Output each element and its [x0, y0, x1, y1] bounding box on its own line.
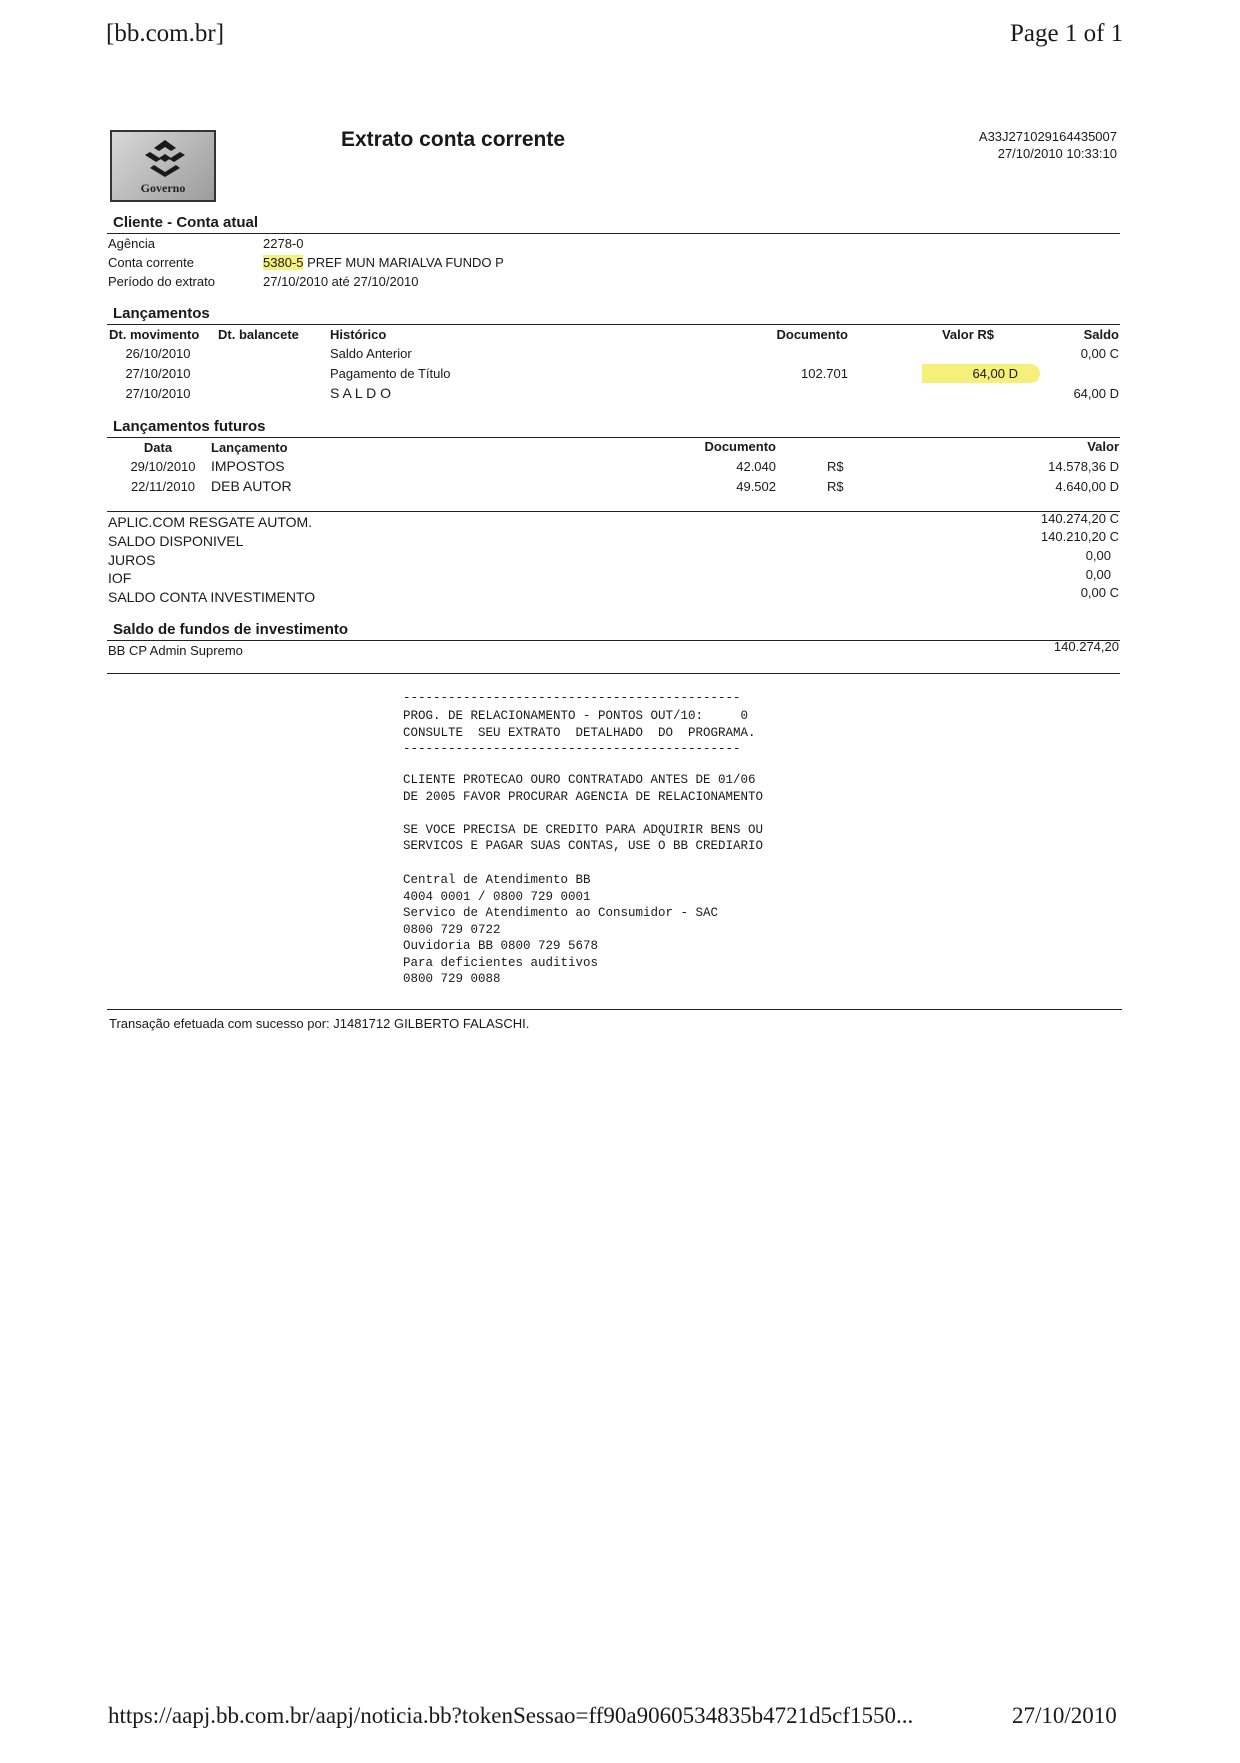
- invest-row-1-label: APLIC.COM RESGATE AUTOM.: [108, 514, 313, 530]
- fundos-section-title: Saldo de fundos de investimento: [113, 621, 349, 638]
- note-block-4-line-3: Servico de Atendimento ao Consumidor - SAC: [403, 906, 719, 920]
- logo-text: Governo: [140, 181, 186, 195]
- futuro-row-1-lancamento: IMPOSTOS: [211, 458, 285, 474]
- invest-row-5-value: 0,00 C: [1080, 585, 1119, 600]
- lanc-row-1-historico: Saldo Anterior: [330, 346, 412, 361]
- note-block-1-line-2: CONSULTE SEU EXTRATO DETALHADO DO PROGRAMA.: [403, 726, 756, 740]
- invest-row-3-label: JUROS: [108, 552, 156, 568]
- transaction-footer: Transação efetuada com sucesso por: J1481712 GILBERTO FALASCHI.: [109, 1016, 530, 1031]
- header-data: Data: [143, 440, 173, 455]
- lanc-row-1-saldo: 0,00 C: [1080, 346, 1119, 361]
- futuro-row-1-moeda: R$: [827, 459, 844, 474]
- invest-row-2-value: 140.210,20 C: [1040, 529, 1119, 544]
- futuro-row-2-documento: 49.502: [736, 479, 776, 494]
- note-block-2-line-2: DE 2005 FAVOR PROCURAR AGENCIA DE RELACIONAMENTO: [403, 790, 764, 804]
- document-timestamp: 27/10/2010 10:33:10: [997, 146, 1117, 161]
- divider: [107, 673, 1120, 674]
- note-block-4-line-1: Central de Atendimento BB: [403, 873, 591, 887]
- divider: [107, 437, 1120, 438]
- conta-name: PREF MUN MARIALVA FUNDO P: [307, 255, 504, 270]
- header-valor: Valor R$: [941, 327, 994, 342]
- divider: [107, 324, 1120, 325]
- invest-row-4-label: IOF: [108, 570, 132, 586]
- bank-logo: [110, 130, 216, 202]
- invest-row-3-value: 0,00: [1085, 548, 1111, 563]
- agencia-value: 2278-0: [263, 236, 304, 251]
- futuro-row-1-data: 29/10/2010: [130, 459, 196, 474]
- note-block-3-line-2: SERVICOS E PAGAR SUAS CONTAS, USE O BB CREDIARIO: [403, 839, 764, 853]
- lanc-row-3-saldo: 64,00 D: [1073, 386, 1119, 401]
- fundo-value: 140.274,20: [1053, 639, 1119, 654]
- lanc-row-1-dt: 26/10/2010: [125, 346, 191, 361]
- futuro-row-2-moeda: R$: [827, 479, 844, 494]
- fundo-name: BB CP Admin Supremo: [108, 643, 243, 658]
- header-dt-movimento: Dt. movimento: [109, 327, 200, 342]
- futuro-row-1-valor: 14.578,36 D: [1048, 459, 1119, 474]
- note-block-4-line-4: 0800 729 0722: [403, 923, 501, 937]
- client-section-title: Cliente - Conta atual: [113, 214, 259, 231]
- note-block-4-line-2: 4004 0001 / 0800 729 0001: [403, 890, 591, 904]
- note-block-4-line-5: Ouvidoria BB 0800 729 5678: [403, 939, 599, 953]
- header-documento: Documento: [776, 327, 848, 342]
- periodo-value: 27/10/2010 até 27/10/2010: [263, 274, 419, 289]
- page-indicator: Page 1 of 1: [1010, 20, 1124, 47]
- site-header: [bb.com.br]: [106, 20, 225, 47]
- note-block-4-line-7: 0800 729 0088: [403, 972, 501, 986]
- header-documento-futuros: Documento: [704, 439, 776, 454]
- document-title: Extrato conta corrente: [341, 128, 566, 151]
- futuro-row-1-documento: 42.040: [736, 459, 776, 474]
- page-url: https://aapj.bb.com.br/aapj/noticia.bb?tokenSessao=ff90a9060534835b4721d5cf1550...: [108, 1703, 914, 1728]
- document-code: A33J271029164435007: [978, 129, 1117, 144]
- lanc-row-2-valor: 64,00 D: [922, 364, 1040, 383]
- invest-row-1-value: 140.274,20 C: [1040, 511, 1119, 526]
- lancamentos-section-title: Lançamentos: [113, 305, 210, 322]
- futuro-row-2-data: 22/11/2010: [130, 479, 196, 494]
- note-block-4-line-6: Para deficientes auditivos: [403, 956, 599, 970]
- divider: [107, 233, 1120, 234]
- conta-label: Conta corrente: [108, 255, 194, 270]
- invest-row-2-label: SALDO DISPONIVEL: [108, 533, 244, 549]
- invest-row-5-label: SALDO CONTA INVESTIMENTO: [108, 589, 316, 605]
- note-block-3-line-1: SE VOCE PRECISA DE CREDITO PARA ADQUIRIR BENS OU: [403, 823, 764, 837]
- note-dashes-bottom: ---------------------------------------------: [403, 742, 741, 756]
- lanc-row-2-documento: 102.701: [801, 366, 848, 381]
- periodo-label: Período do extrato: [108, 274, 215, 289]
- futuros-section-title: Lançamentos futuros: [113, 418, 266, 435]
- header-saldo: Saldo: [1083, 327, 1119, 342]
- header-historico: Histórico: [330, 327, 387, 342]
- conta-number: 5380-5: [263, 255, 304, 270]
- divider: [107, 640, 1120, 641]
- divider: [107, 1009, 1122, 1010]
- bb-logo-icon: [142, 138, 188, 178]
- print-date: 27/10/2010: [1012, 1703, 1117, 1728]
- lanc-row-3-historico: S A L D O: [330, 385, 391, 401]
- divider: [107, 511, 1120, 512]
- note-block-2-line-1: CLIENTE PROTECAO OURO CONTRATADO ANTES DE 01/06: [403, 773, 756, 787]
- note-block-1-line-1: PROG. DE RELACIONAMENTO - PONTOS OUT/10: 0: [403, 709, 749, 723]
- conta-value: [263, 255, 504, 270]
- header-dt-balancete: Dt. balancete: [218, 327, 299, 342]
- note-dashes-top: ---------------------------------------------: [403, 691, 741, 705]
- invest-row-4-value: 0,00: [1085, 567, 1111, 582]
- agencia-label: Agência: [108, 236, 155, 251]
- lanc-row-3-dt: 27/10/2010: [125, 386, 191, 401]
- lanc-row-2-historico: Pagamento de Título: [330, 366, 451, 381]
- futuro-row-2-lancamento: DEB AUTOR: [211, 478, 292, 494]
- lanc-row-2-dt: 27/10/2010: [125, 366, 191, 381]
- futuro-row-2-valor: 4.640,00 D: [1055, 479, 1119, 494]
- header-valor-futuros: Valor: [1087, 439, 1119, 454]
- header-lancamento: Lançamento: [211, 440, 288, 455]
